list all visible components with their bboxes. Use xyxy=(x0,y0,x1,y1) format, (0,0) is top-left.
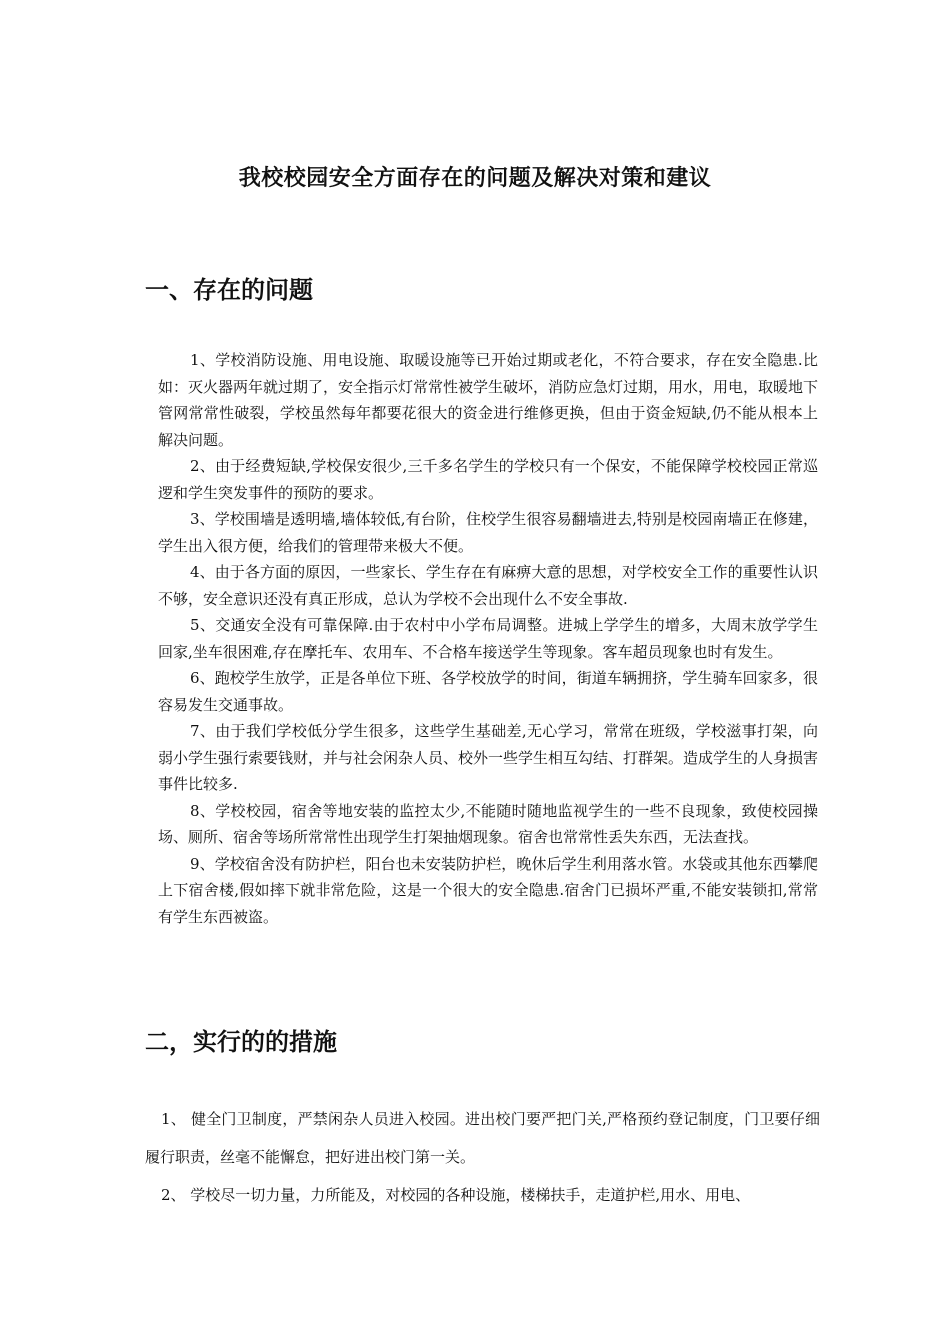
measure-paragraph: 2、 学校尽一切力量，力所能及，对校园的各种设施，楼梯扶手，走道护栏,用水、用电、 xyxy=(161,1186,751,1204)
measures-list xyxy=(145,1100,820,1214)
section-heading-problems: 一、存在的问题 xyxy=(145,275,313,304)
problem-paragraph: 4、由于各方面的原因，一些家长、学生存在有麻痹大意的思想，对学校安全工作的重要性认识不够，安全意识还没有真正形成，总认为学校不会出现什么不安全事故. xyxy=(158,563,818,608)
measure-paragraph: 1、 健全门卫制度，严禁闲杂人员进入校园。进出校门要严把门关,严格预约登记制度，门卫要仔细履行职责，丝毫不能懈怠，把好进出校门第一关。 xyxy=(145,1110,820,1166)
problem-paragraph: 5、交通安全没有可靠保障.由于农村中小学布局调整。进城上学学生的增多，大周末放学学生回家,坐车很困难,存在摩托车、农用车、不合格车接送学生等现象。客车超员现象也时有发生。 xyxy=(158,616,818,661)
problem-paragraph: 9、学校宿舍没有防护栏，阳台也未安装防护栏，晚休后学生利用落水管。水袋或其他东西攀爬上下宿舍楼,假如摔下就非常危险，这是一个很大的安全隐患.宿舍门已损坏严重,不能安装锁扣,常常有学生东西被盗。 xyxy=(158,854,818,926)
problem-paragraph: 7、由于我们学校低分学生很多，这些学生基础差,无心学习，常常在班级，学校滋事打架，向弱小学生强行索要钱财，并与社会闲杂人员、校外一些学生相互勾结、打群架。造成学生的人身损害事件比较多. xyxy=(158,722,819,793)
problem-paragraph: 8、学校校园，宿舍等地安装的监控太少,不能随时随地监视学生的一些不良现象，致使校园操场、厕所、宿舍等场所常常性出现学生打架抽烟现象。宿舍也常常性丢失东西，无法查找。 xyxy=(158,801,818,846)
document-title: 我校校园安全方面存在的问题及解决对策和建议 xyxy=(238,165,712,191)
problem-paragraph: 3、学校围墙是透明墙,墙体较低,有台阶，住校学生很容易翻墙进去,特别是校园南墙正在修建，学生出入很方便，给我们的管理带来极大不便。 xyxy=(158,510,818,555)
problem-paragraph: 1、学校消防设施、用电设施、取暖设施等已开始过期或老化，不符合要求，存在安全隐患.比如：灭火器两年就过期了，安全指示灯常常性被学生破坏，消防应急灯过期，用水，用电，取暖地下管网常常性破裂，学校虽然每年都要花很大的资金进行维修更换，但由于资金短缺,仍不能从根本上解决问题。 xyxy=(158,351,819,449)
problem-paragraph: 6、跑校学生放学，正是各单位下班、各学校放学的时间，街道车辆拥挤，学生骑车回家多，很容易发生交通事故。 xyxy=(158,669,818,714)
problems-list xyxy=(158,347,818,930)
problem-paragraph: 2、由于经费短缺,学校保安很少,三千多名学生的学校只有一个保安，不能保障学校校园正常巡逻和学生突发事件的预防的要求。 xyxy=(158,457,818,502)
section-heading-measures: 二，实行的的措施 xyxy=(145,1027,337,1056)
